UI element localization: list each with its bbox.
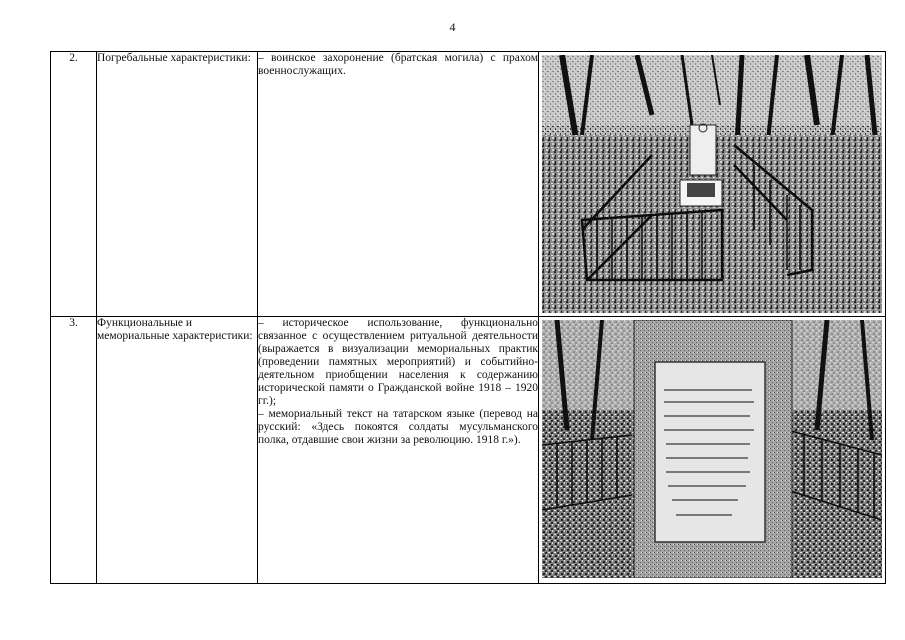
- table-row: [51, 317, 886, 584]
- row-label: Погребальные характеристики:: [97, 52, 258, 317]
- description-paragraph: – воинское захоронение (братская могила) с прахом военнослужащих.: [258, 52, 538, 77]
- grave-fence-photo: [542, 55, 882, 313]
- row-number: 3.: [51, 317, 97, 584]
- row-description: [258, 317, 539, 584]
- description-paragraph: – мемориальный текст на татарском языке (перевод на русский: «Здесь покоятся солдаты мусульманского полка, отдавшие свои жизни за революцию. 1918 г.»).: [258, 408, 538, 446]
- description-paragraph: – историческое использование, функционально связанное с осуществлением ритуальной деятельности (выражается в визуализации мемориальных практик (проведении памятных мероприятий) и событийно-деятельном приобщении населения к содержанию исторической памяти о Гражданской войне 1918 – 1920 гг.);: [258, 317, 538, 407]
- monument-characteristics-table: [50, 51, 886, 584]
- row-description: [258, 52, 539, 317]
- page-number: 4: [449, 20, 456, 34]
- table-row: [51, 52, 886, 317]
- photo-cell: [539, 52, 886, 317]
- row-label: Функциональные и мемориальные характеристики:: [97, 317, 258, 584]
- memorial-plaque-photo: [542, 320, 882, 578]
- row-number: 2.: [51, 52, 97, 317]
- photo-cell: [539, 317, 886, 584]
